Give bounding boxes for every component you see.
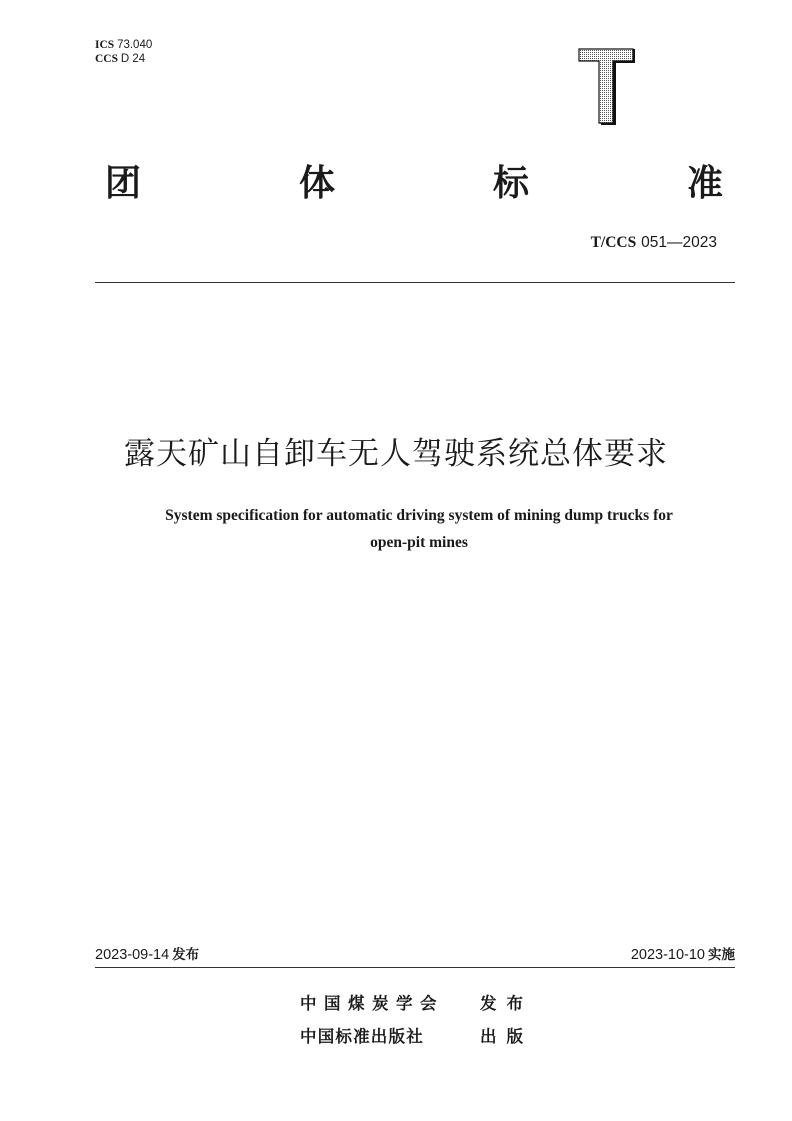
ics-code [95,38,152,52]
bottom-divider [95,967,735,968]
title-chinese: 露天矿山自卸车无人驾驶系统总体要求 [124,436,668,472]
publisher-issuer [300,990,533,1014]
publisher-press [300,1023,533,1047]
implement-date-value: 2023-10-10 [630,947,705,963]
ccs-value: D 24 [120,53,146,65]
publisher-org: 中国标准出版社 [300,1027,424,1046]
publisher-org: 中国煤炭学会 [300,994,444,1013]
standard-type-char: 体 [298,162,335,204]
release-date [95,943,199,963]
implement-date [631,943,735,963]
standard-number [591,233,717,252]
standard-type-char: 团 [105,162,142,204]
ccs-label: CCS [95,53,119,65]
standard-type-heading [105,158,723,202]
standard-type-char: 准 [686,162,723,204]
standard-number-value: 051—2023 [641,234,717,251]
standard-number-prefix: T/CCS [590,234,637,251]
title-english [60,502,778,556]
ccs-code [95,52,152,66]
title-english-line: open-pit mines [370,534,468,551]
t-standard-logo-icon [576,46,636,126]
ics-label: ICS [95,39,115,51]
implement-label: 实施 [708,947,735,963]
publisher-role: 发布 [480,994,533,1013]
publisher-role: 出版 [480,1027,533,1046]
top-divider [95,282,735,283]
title-english-line: System specification for automatic driving system of mining dump trucks for [165,507,673,524]
ics-value: 73.040 [117,39,153,51]
date-row [95,943,735,963]
classification-codes [95,38,152,66]
release-date-value: 2023-09-14 [95,947,170,963]
standard-type-char: 标 [492,162,529,204]
release-label: 发布 [172,947,200,963]
